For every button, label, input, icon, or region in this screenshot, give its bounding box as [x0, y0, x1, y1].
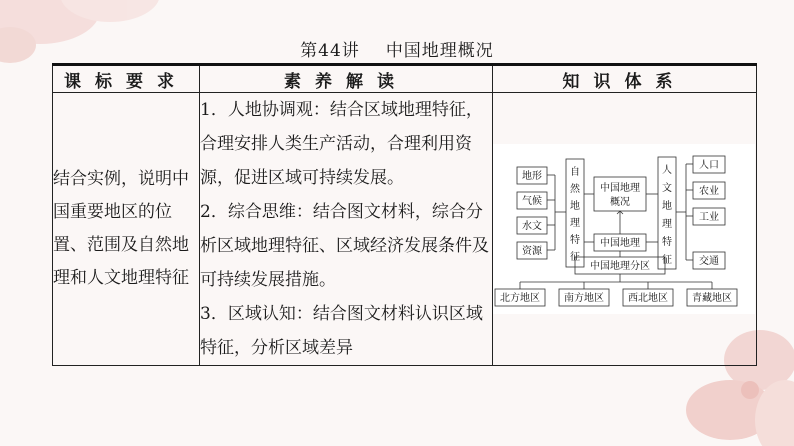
human-element: 交通: [699, 256, 719, 267]
page-title: [0, 36, 794, 61]
header-standard: 课标要求: [53, 65, 200, 93]
region-box: 青藏地区: [692, 293, 732, 304]
overview-line: 概况: [610, 197, 630, 208]
lecture-number: 第44讲: [300, 41, 360, 61]
literacy-item-3: 3．区域认知：结合图文材料认识区域特征，分析区域差异: [200, 304, 483, 358]
human-element: 农业: [699, 186, 719, 197]
natural-element: 地形: [522, 171, 542, 182]
china-geo-box: 中国地理: [600, 238, 640, 249]
header-knowledge: 知识体系: [493, 65, 757, 93]
table-row: [53, 93, 757, 366]
human-label-char: 特: [662, 237, 672, 248]
overview-line: 中国地理: [600, 183, 640, 194]
region-box: 西北地区: [628, 293, 668, 304]
standard-requirement-cell: 结合实例，说明中国重要地区的位置、范围及自然地理和人文地理特征: [53, 93, 200, 366]
natural-label-char: 地: [570, 201, 580, 212]
knowledge-system-diagram: [493, 144, 755, 314]
natural-label-char: 然: [570, 184, 580, 195]
natural-element: 资源: [522, 246, 542, 257]
human-label-char: 地: [662, 201, 672, 212]
natural-label-char: 自: [570, 167, 580, 178]
division-box: 中国地理分区: [590, 261, 650, 272]
literacy-item-2: 2．综合思维：结合图文材料，综合分析区域地理特征、区域经济发展条件及可持续发展措施。: [200, 202, 489, 290]
course-table: [52, 63, 757, 366]
human-element: 人口: [699, 160, 719, 171]
natural-element: 水文: [522, 221, 542, 232]
natural-label-char: 理: [570, 218, 580, 229]
human-label-char: 人: [662, 165, 672, 176]
knowledge-cell: [493, 93, 757, 366]
literacy-cell: [200, 93, 493, 366]
region-box: 南方地区: [564, 293, 604, 304]
natural-element: 气候: [522, 196, 542, 207]
literacy-item-1: 1．人地协调观：结合区域地理特征，合理安排人类生产活动，合理利用资源，促进区域可持续发展。: [200, 100, 483, 188]
lecture-topic: 中国地理概况: [385, 41, 494, 61]
header-literacy: 素养解读: [200, 65, 493, 93]
human-label-char: 理: [662, 219, 672, 230]
human-label-char: 文: [662, 183, 672, 194]
natural-label-char: 征: [570, 252, 580, 263]
region-box: 北方地区: [500, 293, 540, 304]
natural-label-char: 特: [570, 235, 580, 246]
human-label-char: 征: [662, 255, 672, 266]
human-element: 工业: [699, 212, 719, 223]
table-header-row: [53, 65, 757, 93]
